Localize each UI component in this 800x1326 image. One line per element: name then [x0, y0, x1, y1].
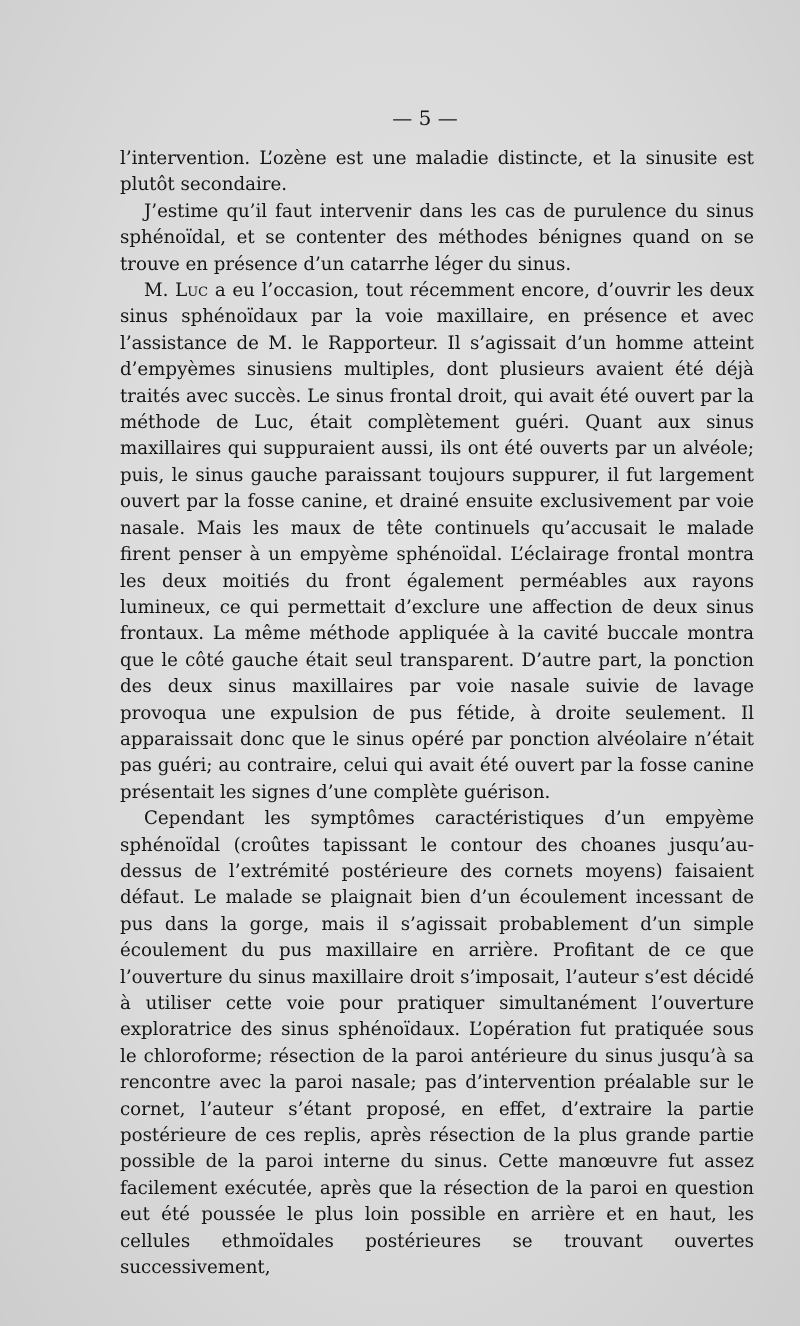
- page-number: — 5 —: [392, 106, 458, 130]
- paragraph-3: [120, 278, 754, 806]
- paragraph-1: l’intervention. L’ozène est une maladie distincte, et la sinusite est plutôt secondaire.: [120, 148, 754, 196]
- author-name: Luc: [175, 280, 209, 302]
- paragraph-3-prefix: M.: [144, 280, 176, 302]
- body-text: [120, 146, 754, 1281]
- paragraph-3-text: a eu l’occasion, tout récemment encore, d’ouvrir les deux sinus sphénoïdaux par la voie maxillaire, en présence et avec l’assistance de M. le Rapporteur. Il s’agissait d’un homme atteint d’empyèmes sinusiens multiples, dont plusieurs avaient été déjà traités avec succès. Le sinus frontal droit, qui avait été ouvert par la méthode de Luc, était complètement guéri. Quant aux sinus maxillaires qui suppuraient aussi, ils ont été ouverts par un alvéole; puis, le sinus gauche paraissant toujours suppurer, il fut largement ouvert par la fosse canine, et drainé ensuite exclusivement par voie nasale. Mais les maux de tête continuels qu’accusait le malade firent penser à un empyème sphénoïdal. L’éclairage frontal montra les deux moitiés du front également perméables aux rayons lumineux, ce qui permettait d’exclure une affection de deux sinus frontaux. La même méthode appliquée à la cavité buccale montra que le côté gauche était seul transparent. D’autre part, la ponction des deux sinus maxillaires par voie nasale suivie de lavage provoqua une expulsion de pus fétide, à droite seulement. Il apparaissait donc que le sinus opéré par ponction alvéolaire n’était pas guéri; au contraire, celui qui avait été ouvert par la fosse canine présentait les signes d’une complète guérison.: [120, 280, 755, 803]
- paragraph-2: J’estime qu’il faut intervenir dans les cas de purulence du sinus sphénoïdal, et se contenter des méthodes bénignes quand on se trouve en présence d’un catarrhe léger du sinus.: [120, 200, 754, 275]
- paragraph-4: Cependant les symptômes caractéristiques d’un empyème sphénoïdal (croûtes tapissant le contour des choanes jusqu’au-dessus de l’extrémité postérieure des cornets moyens) faisaient défaut. Le malade se plaignait bien d’un écoulement incessant de pus dans la gorge, mais il s’agissait probablement d’un simple écoulement du pus maxillaire en arrière. Profitant de ce que l’ouverture du sinus maxillaire droit s’imposait, l’auteur s’est décidé à utiliser cette voie pour pratiquer simultanément l’ouverture exploratrice des sinus sphénoïdaux. L’opération fut pratiquée sous le chloroforme; résection de la paroi antérieure du sinus jusqu’à sa rencontre avec la paroi nasale; pas d’intervention préalable sur le cornet, l’auteur s’étant proposé, en effet, d’extraire la partie postérieure de ces replis, après résection de la plus grande partie possible de la paroi interne du sinus. Cette manœuvre fut assez facilement exécutée, après que la résection de la paroi en question eut été poussée le plus loin possible en arrière et en haut, les cellules ethmoïdales postérieures se trouvant ouvertes successivement,: [120, 808, 754, 1279]
